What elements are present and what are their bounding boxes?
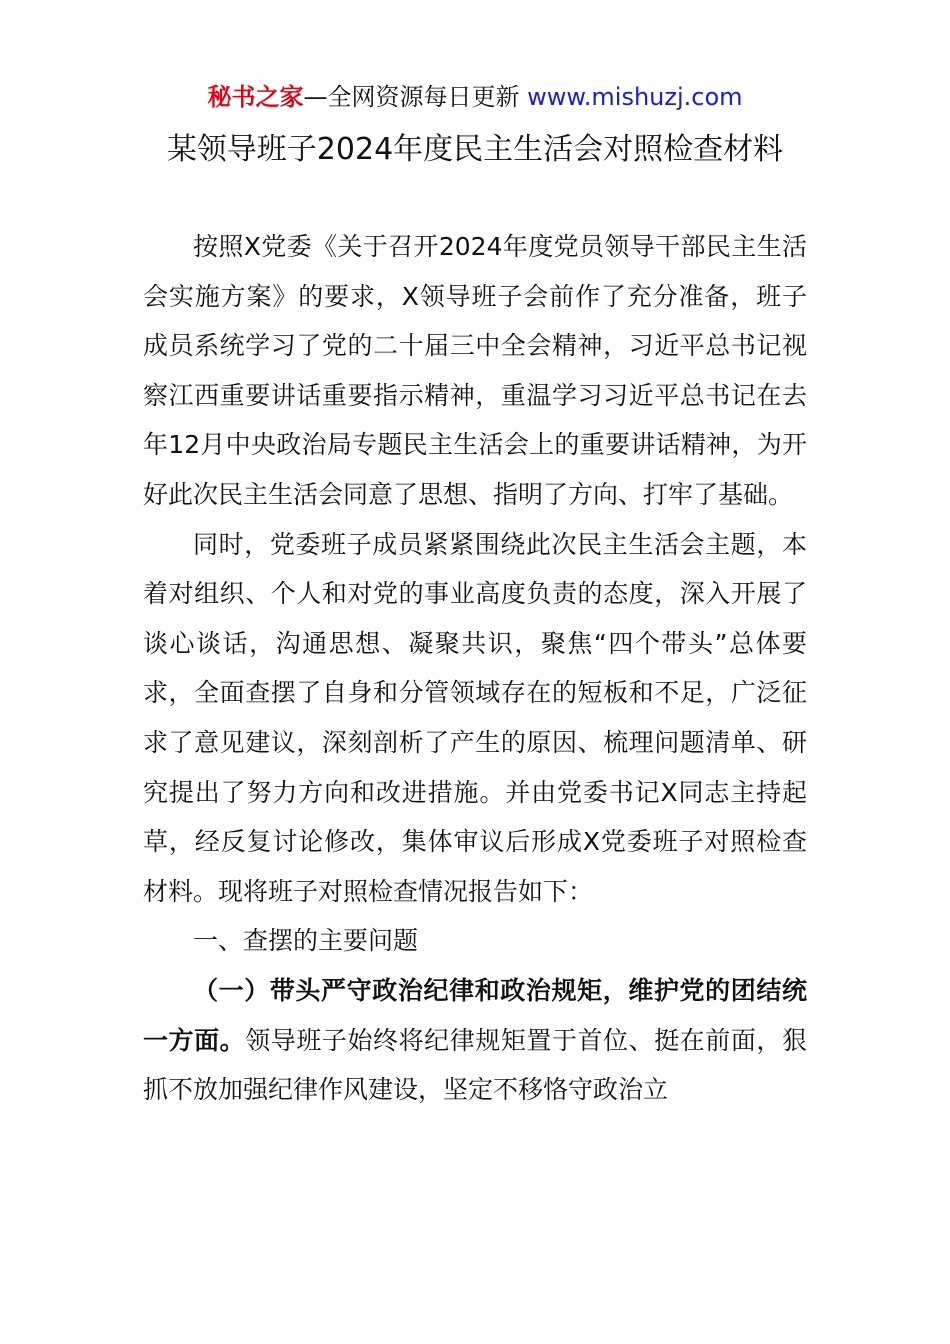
site-header [0, 80, 950, 114]
subsection-heading: （一）带头严守政治纪律和政治规矩，维护党的团结统一方面。 [143, 975, 807, 1055]
subsection-text: 领导班子始终将纪律规矩置于首位、挺在前面，狠抓不放加强纪律作风建设，坚定不移恪守政治立 [143, 1025, 807, 1105]
paragraph-process: 同时，党委班子成员紧紧围绕此次民主生活会主题，本着对组织、个人和对党的事业高度负责的态度，深入开展了谈心谈话，沟通思想、凝聚共识，聚焦“四个带头”总体要求，全面查摆了自身和分管领域存在的短板和不足，广泛征求了意见建议，深刻剖析了产生的原因、梳理问题清单、研究提出了努力方向和改进措施。并由党委书记X同志主持起草，经反复讨论修改，集体审议后形成X党委班子对照检查材料。现将班子对照检查情况报告如下： [143, 529, 807, 906]
site-slogan: —全网资源每日更新 [303, 83, 528, 111]
document-title: 某领导班子2024年度民主生活会对照检查材料 [166, 132, 784, 167]
paragraph-intro: 按照X党委《关于召开2024年度党员领导干部民主生活会实施方案》的要求，X领导班子会前作了充分准备，班子成员系统学习了党的二十届三中全会精神，习近平总书记视察江西重要讲话重要指示精神，重温学习习近平总书记在去年12月中央政治局专题民主生活会上的重要讲话精神，为开好此次民主生活会同意了思想、指明了方向、打牢了基础。 [143, 232, 807, 509]
subsection-paragraph [143, 966, 807, 1115]
site-url-link[interactable]: www.mishuzj.com [527, 83, 743, 111]
document-body [143, 222, 807, 1115]
section-heading: 一、查摆的主要问题 [193, 926, 419, 956]
site-brand: 秘书之家 [207, 83, 304, 111]
